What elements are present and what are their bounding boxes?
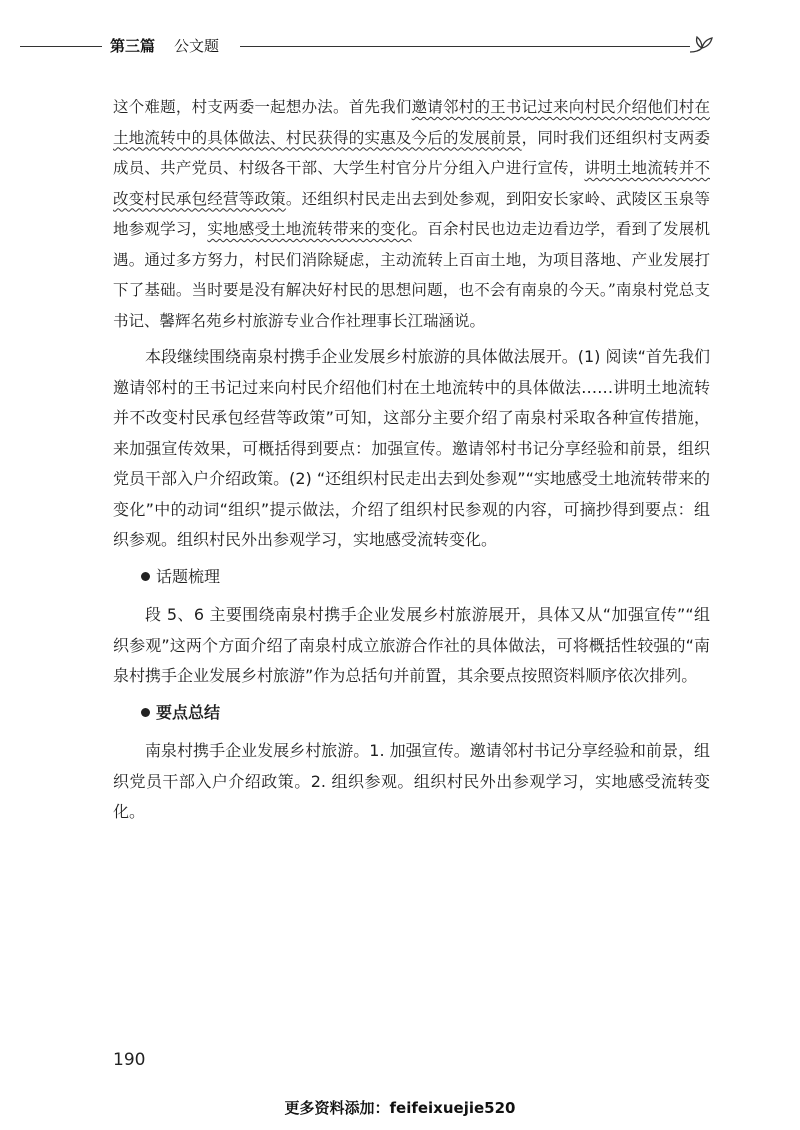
quote-highlight: 邀请邻村的王书记过来向村民介绍他们村在土地流转中的具体做法、村民获得的实惠及今后的发展前景: [113, 98, 710, 147]
summary-heading: [141, 698, 710, 729]
quote-highlight: 讲明土地流转并不改变村民承包经营等政策: [113, 159, 710, 208]
quote-highlight: 实地感受土地流转带来的变化: [207, 220, 412, 238]
quote-text: 。还组织村民走出去到处参观，到阳安长家岭、武陵区玉泉等地参观学习，: [113, 189, 710, 238]
summary-label: 要点总结: [156, 702, 221, 722]
page-number: 190: [113, 1050, 146, 1070]
bullet-dot-icon: [141, 572, 150, 581]
quote-text: 。百余村民也边走边看边学，看到了发展机遇。通过多方努力，村民们消除疑虑，主动流转上百亩土地，为项目落地、产业发展打下了基础。当时要是没有解决好村民的思想问题，也不会有南泉的今天。”南泉村党总支书记、馨辉名苑乡村旅游专业合作社理事长江瑞涵说。: [113, 220, 710, 330]
analysis-paragraph: 本段继续围绕南泉村携手企业发展乡村旅游的具体做法展开。(1) 阅读“首先我们邀请邻村的王书记过来向村民介绍他们村在土地流转中的具体做法……讲明土地流转并不改变村民承包经营等政策”可知，这部分主要介绍了南泉村采取各种宣传措施，来加强宣传效果，可概括得到要点：加强宣传。邀请邻村书记分享经验和前景，组织党员干部入户介绍政策。(2) “还组织村民走出去到处参观”“实地感受土地流转带来的变化”中的动词“组织”提示做法，介绍了组织村民参观的内容，可摘抄得到要点：组织参观。组织村民外出参观学习，实地感受流转变化。: [113, 347, 710, 549]
chapter-title: 第三篇: [110, 37, 156, 55]
page-header: [0, 32, 800, 62]
page-content: [113, 92, 710, 828]
header-rule-right: [240, 46, 690, 47]
topic-label: 话题梳理: [156, 566, 221, 586]
quoted-material-paragraph: [113, 92, 710, 336]
bullet-dot-icon: [141, 708, 150, 717]
summary-paragraph: 南泉村携手企业发展乡村旅游。1. 加强宣传。邀请邻村书记分享经验和前景，组织党员干部入户介绍政策。2. 组织参观。组织村民外出参观学习，实地感受流转变化。: [113, 741, 710, 821]
section-title: 公文题: [174, 37, 220, 55]
quote-text: 这个难题，村支两委一起想办法。首先我们: [113, 98, 412, 116]
sprout-icon: [688, 32, 720, 58]
topic-paragraph: 段 5、6 主要围绕南泉村携手企业发展乡村旅游展开，具体又从“加强宣传”“组织参观”这两个方面介绍了南泉村成立旅游合作社的具体做法，可将概括性较强的“南泉村携手企业发展乡村旅游”作为总括句并前置，其余要点按照资料顺序依次排列。: [113, 605, 710, 685]
topic-heading: [141, 562, 710, 593]
footer-note: 更多资料添加：feifeixuejie520: [284, 1099, 516, 1117]
quote-text: ，同时我们还组织村支两委成员、共产党员、村级各干部、大学生村官分片分组入户进行宣传，: [113, 128, 710, 177]
header-rule-left: [20, 46, 102, 47]
